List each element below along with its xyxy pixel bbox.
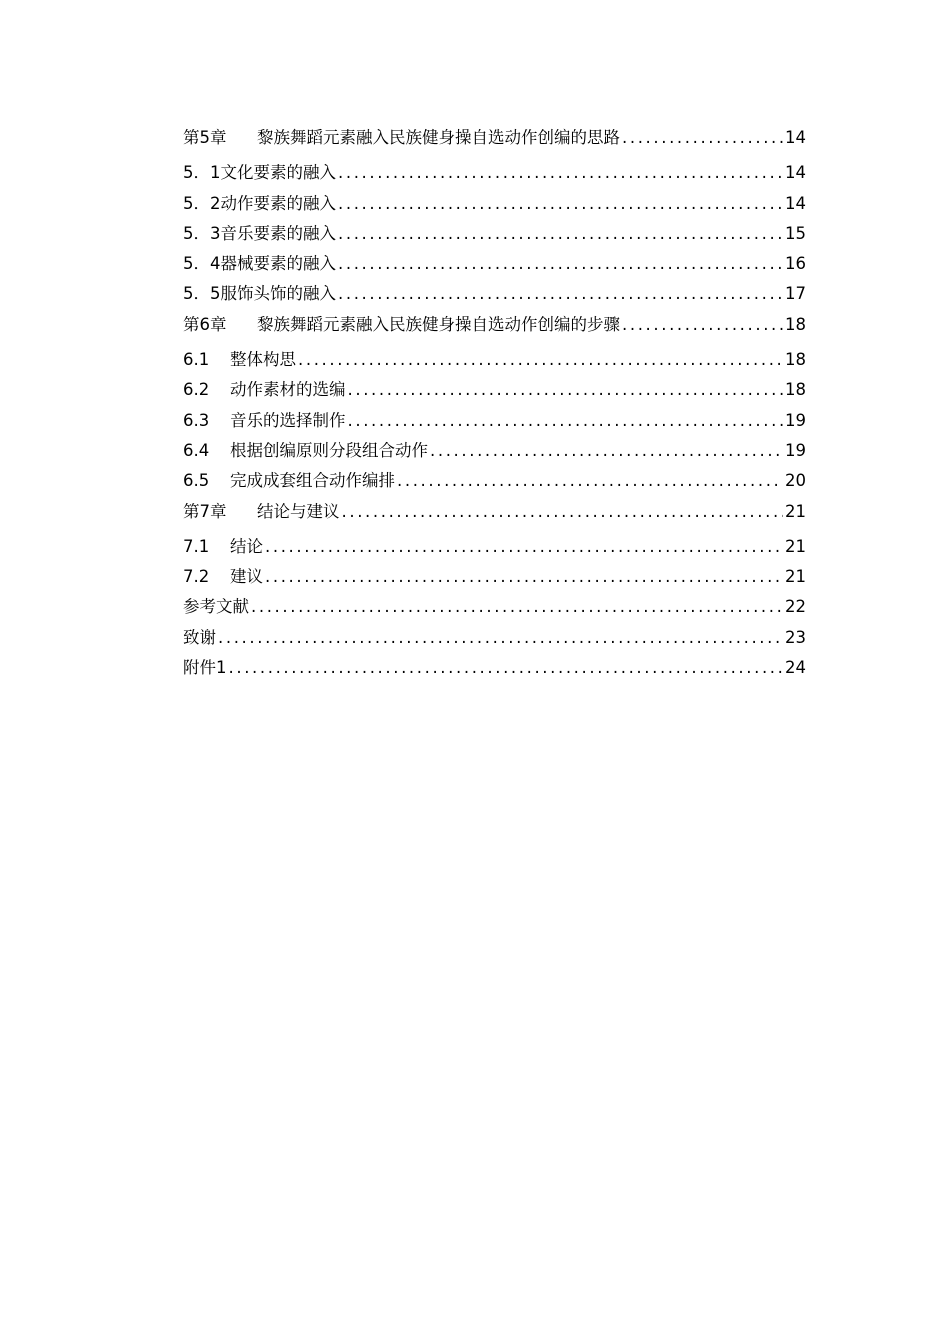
toc-entry-number: 第5章 [183, 128, 227, 147]
toc-entry-title: 完成成套组合动作编排 [230, 471, 395, 491]
toc-entry-page: 15 [785, 223, 806, 243]
toc-entry-chapter-5[interactable] [183, 123, 806, 153]
toc-entry-title: 建议 [230, 567, 263, 587]
toc-entry-title: 音乐要素的融入 [220, 223, 336, 243]
toc-dot-leader [622, 310, 783, 340]
toc-entry-number: 7.1 [183, 536, 210, 556]
toc-entry-chapter-7[interactable] [183, 497, 806, 527]
toc-entry-section-5-3[interactable] [183, 219, 806, 249]
toc-entry-section-5-5[interactable] [183, 279, 806, 309]
toc-entry-page: 24 [785, 658, 806, 678]
toc-entry-page: 18 [785, 350, 806, 370]
toc-dot-leader [218, 623, 783, 653]
toc-dot-leader [338, 158, 783, 188]
toc-dot-leader [338, 279, 783, 309]
toc-entry-page: 17 [785, 284, 806, 304]
toc-entry-section-6-4[interactable] [183, 436, 806, 466]
toc-entry-title: 根据创编原则分段组合动作 [230, 440, 428, 460]
toc-entry-number: 第6章 [183, 314, 227, 334]
toc-entry-page: 22 [785, 597, 806, 617]
toc-entry-title: 黎族舞蹈元素融入民族健身操自选动作创编的思路 [257, 128, 620, 147]
toc-entry-page: 20 [785, 471, 806, 491]
toc-entry-section-7-1[interactable] [183, 532, 806, 562]
toc-entry-number: 7.2 [183, 567, 210, 587]
toc-entry-title: 致谢 [183, 627, 216, 647]
toc-dot-leader [342, 497, 784, 527]
toc-entry-title: 结论 [230, 536, 263, 556]
toc-dot-leader [229, 653, 784, 683]
toc-entry-section-6-2[interactable] [183, 375, 806, 405]
toc-entry-title: 整体构思 [230, 350, 296, 370]
toc-entry-number: 6.2 [183, 380, 210, 400]
toc-entry-number: 5．4 [183, 254, 221, 274]
toc-entry-section-7-2[interactable] [183, 562, 806, 592]
toc-dot-leader [298, 345, 783, 375]
toc-entry-number: 6.4 [183, 440, 210, 460]
toc-entry-section-5-2[interactable] [183, 189, 806, 219]
toc-entry-title: 参考文献 [183, 597, 249, 617]
toc-entry-section-6-1[interactable] [183, 345, 806, 375]
toc-dot-leader [348, 375, 784, 405]
toc-entry-page: 14 [785, 193, 806, 213]
toc-dot-leader [338, 189, 783, 219]
toc-entry-number: 6.3 [183, 410, 210, 430]
toc-entry-page: 21 [785, 567, 806, 587]
toc-dot-leader [430, 436, 783, 466]
toc-dot-leader [348, 406, 784, 436]
toc-entry-chapter-6[interactable] [183, 310, 806, 340]
toc-entry-section-5-4[interactable] [183, 249, 806, 279]
toc-entry-title: 附件1 [183, 658, 227, 678]
toc-entry-title: 文化要素的融入 [220, 163, 336, 183]
toc-entry-references[interactable] [183, 592, 806, 622]
toc-entry-appendix-1[interactable] [183, 653, 806, 683]
toc-entry-page: 19 [785, 440, 806, 460]
toc-entry-page: 23 [785, 627, 806, 647]
toc-entry-title: 服饰头饰的融入 [220, 284, 336, 304]
toc-entry-number: 5．1 [183, 163, 221, 183]
toc-entry-page: 14 [785, 128, 806, 147]
toc-dot-leader [397, 466, 783, 496]
toc-dot-leader [265, 532, 783, 562]
toc-entry-page: 14 [785, 163, 806, 183]
toc-entry-title: 音乐的选择制作 [230, 410, 346, 430]
toc-entry-title: 黎族舞蹈元素融入民族健身操自选动作创编的步骤 [257, 314, 620, 334]
toc-entry-section-6-5[interactable] [183, 466, 806, 496]
toc-entry-page: 18 [785, 314, 806, 334]
toc-entry-number: 5．3 [183, 223, 221, 243]
toc-entry-page: 18 [785, 380, 806, 400]
toc-dot-leader [251, 592, 783, 622]
toc-entry-acknowledgements[interactable] [183, 623, 806, 653]
toc-entry-title: 动作要素的融入 [220, 193, 336, 213]
toc-entry-number: 第7章 [183, 501, 227, 521]
table-of-contents [183, 123, 806, 683]
toc-entry-page: 16 [785, 254, 806, 274]
toc-dot-leader [338, 249, 783, 279]
toc-entry-number: 6.1 [183, 350, 210, 370]
toc-entry-title: 动作素材的选编 [230, 380, 346, 400]
toc-dot-leader [622, 123, 783, 153]
toc-entry-page: 21 [785, 536, 806, 556]
toc-dot-leader [265, 562, 783, 592]
toc-entry-title: 结论与建议 [257, 501, 340, 521]
toc-entry-page: 19 [785, 410, 806, 430]
toc-dot-leader [338, 219, 783, 249]
toc-entry-section-5-1[interactable] [183, 158, 806, 188]
toc-entry-number: 5．5 [183, 284, 221, 304]
toc-entry-number: 6.5 [183, 471, 210, 491]
toc-entry-section-6-3[interactable] [183, 406, 806, 436]
toc-entry-number: 5．2 [183, 193, 221, 213]
toc-entry-title: 器械要素的融入 [220, 254, 336, 274]
toc-entry-page: 21 [785, 501, 806, 521]
